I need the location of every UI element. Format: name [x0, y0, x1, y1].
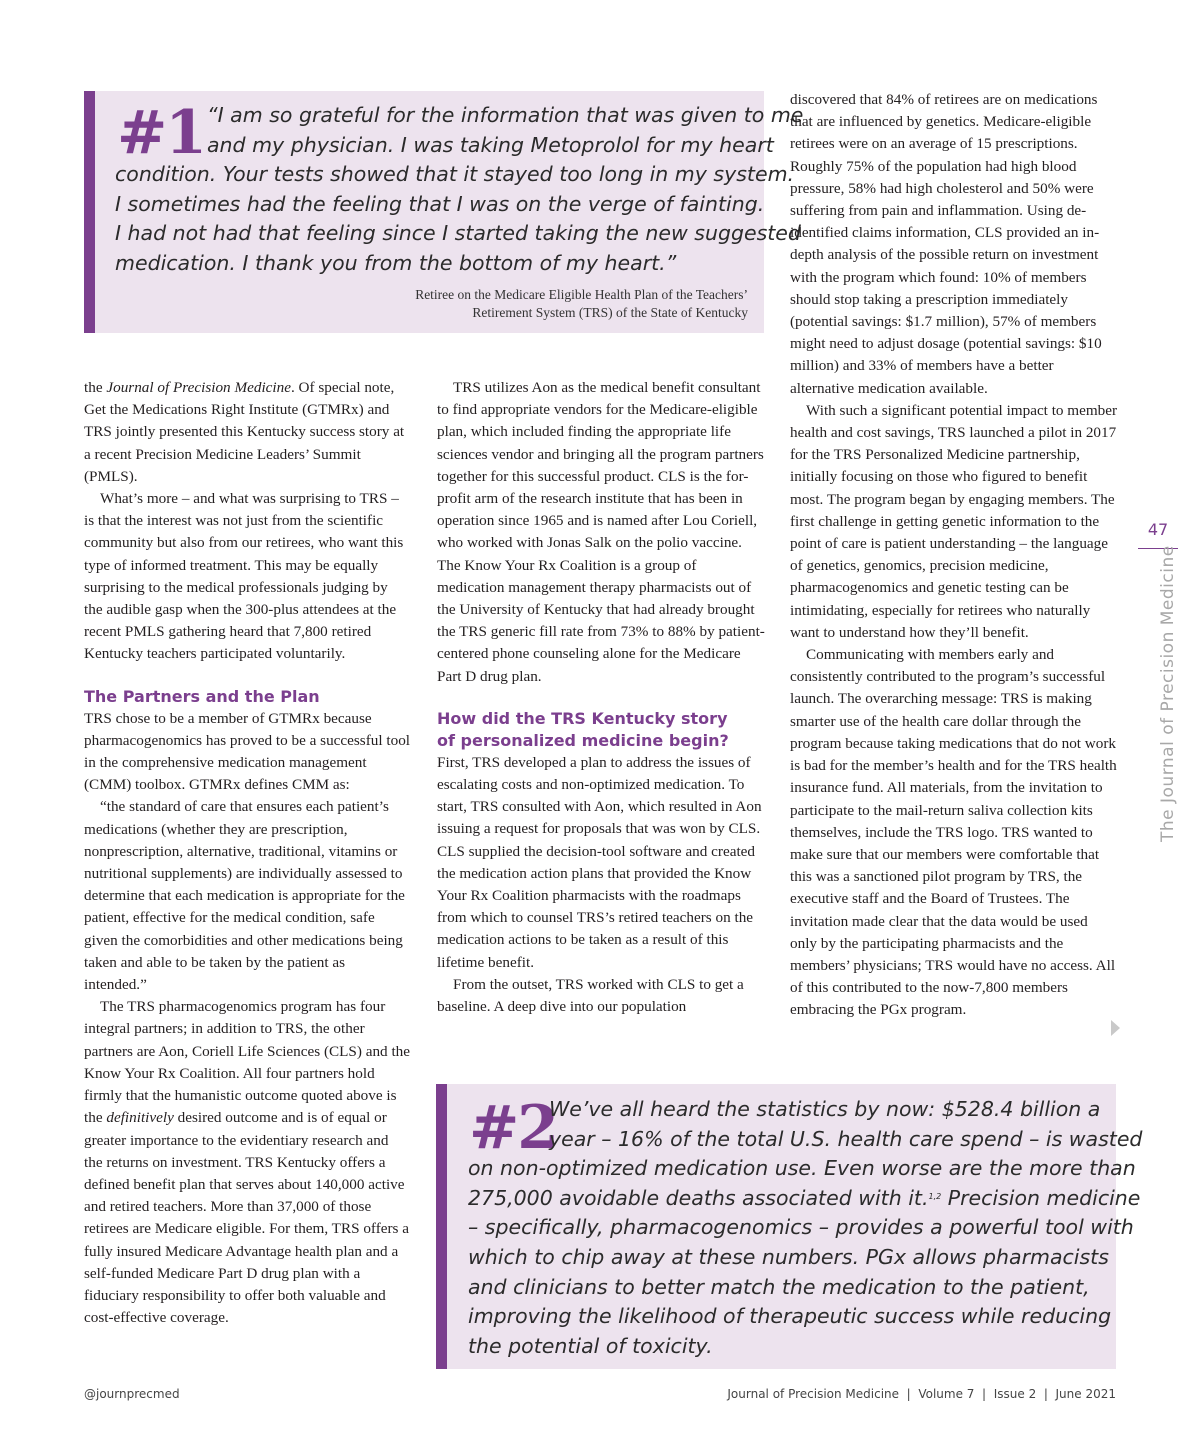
quote-line: the potential of toxicity.	[468, 1333, 713, 1358]
paragraph: TRS chose to be a member of GTMRx because pharmacogenomics has proved to be a successful tool in the comprehensive medication management (CMM) toolbox. GTMRx defines CMM as:	[84, 709, 411, 794]
journal-name: Journal of Precision Medicine	[106, 379, 291, 396]
quote-line: and clinicians to better match the medication to the patient,	[468, 1274, 1090, 1299]
quote-attribution	[415, 286, 748, 322]
paragraph: TRS utilizes Aon as the medical benefit consultant to find appropriate vendors for the Medicare-eligible plan, which included finding the appropriate life sciences vendor and bringing all the program partners together for this successful product. CLS is the for-profit arm of the research institute that has been in operation since 1965 and is named after Lou Coriell, who worked with Jonas Salk on the polio vaccine. The Know Your Rx Coalition is a group of medication management therapy pharmacists out of the University of Kentucky that had already brought the TRS generic fill rate from 73% to 88% by patient-centered phone counseling alone for the Medicare Part D drug plan.	[437, 379, 765, 685]
paragraph: What’s more – and what was surprising to TRS – is that the interest was not just from the scientific community but also from our retirees, who want this type of informed treatment. This may be equally surprising to the medical professionals judging by the audible gasp when the 300-plus attendees at the recent PMLS gathering heard that 7,800 retired Kentucky teachers participated voluntarily.	[84, 490, 404, 663]
quote-text-segment: Precision medicine	[941, 1185, 1141, 1210]
quote-line: on non-optimized medication use. Even worse are the more than	[468, 1156, 1136, 1181]
attribution-line: Retiree on the Medicare Eligible Health Plan of the Teachers’	[415, 287, 748, 302]
continue-arrow-icon	[1111, 1020, 1120, 1036]
quote-line: and my physician. I was taking Metoprolol for my heart	[207, 132, 774, 157]
attribution-line: Retirement System (TRS) of the State of Kentucky	[472, 305, 748, 320]
column-3	[790, 89, 1118, 1022]
quote-text	[468, 1095, 1143, 1361]
pull-quote-1	[84, 91, 804, 333]
quote-line: condition. Your tests showed that it stayed too long in my system.	[115, 162, 795, 187]
quote-number: #1	[117, 98, 206, 168]
quote-line: I sometimes had the feeling that I was on the verge of fainting.	[115, 191, 765, 216]
quote-line: – specifically, pharmacogenomics – provides a powerful tool with	[468, 1215, 1134, 1240]
paragraph: First, TRS developed a plan to address the issues of escalating costs and non-optimized medication. To start, TRS consulted with Aon, which resulted in Aon issuing a request for proposals that was won by CLS. CLS supplied the decision-tool software and created the medication action plans that provided the Know Your Rx Coalition pharmacists with the roadmaps from which to counsel TRS’s retired teachers on the medication actions to be taken as a result of this lifetime benefit.	[437, 753, 762, 971]
quote-number: #2	[469, 1093, 558, 1163]
quote-line: improving the likelihood of therapeutic success while reducing	[468, 1304, 1112, 1329]
quote-line: which to chip away at these numbers. PGx allows pharmacists	[468, 1244, 1109, 1269]
paragraph	[84, 377, 410, 488]
quote-text	[115, 98, 804, 279]
journal-vertical-title: The Journal of Precision Medicine	[1158, 545, 1178, 842]
section-heading: The Partners and the Plan	[84, 686, 320, 706]
text: The TRS pharmacogenomics program has four integral partners; in addition to TRS, the other partners are Aon, Coriell Life Sciences (CLS) and the Know Your Rx Coalition. All four partners hold firmly that the humanistic outcome quoted above is the	[84, 998, 411, 1127]
quote-line: We’ve all heard the statistics by now: $528.4 billion a	[549, 1097, 1101, 1121]
quote-line: year – 16% of the total U.S. health care spend – is wasted	[549, 1126, 1143, 1151]
paragraph: discovered that 84% of retirees are on medications that are influenced by genetics. Medicare-eligible retirees were on an average of 15 prescriptions. Roughly 75% of the population had high blood pressure, 58% had high cholesterol and 50% were suffering from pain and inflammation. Using de-identified claims information, CLS provided an in-depth analysis of the possible return on investment with the program which found: 10% of members should stop taking a prescription immediately (potential savings: $1.7 million), 57% of members might need to adjust dosage (potential savings: $10 million) and 33% of members have a better alternative medication available.	[790, 91, 1102, 397]
quote-line	[468, 1184, 1141, 1214]
text: . Of special note, Get the Medications Right Institute (GTMRx) and TRS jointly presented this Kentucky success story at a recent Precision Medicine Leaders’ Summit (PMLS).	[84, 379, 405, 485]
reference-superscript: 1,2	[928, 1191, 942, 1201]
column-1	[84, 377, 410, 1329]
quote-line: I had not had that feeling since I started taking the new suggested	[115, 221, 801, 246]
footer-citation: Journal of Precision Medicine | Volume 7 | Issue 2 | June 2021	[727, 1387, 1116, 1401]
paragraph: From the outset, TRS worked with CLS to get a baseline. A deep dive into our population	[437, 975, 744, 1016]
footer-handle: @journprecmed	[84, 1387, 180, 1401]
paragraph: Communicating with members early and consistently contributed to the program’s successful launch. The overarching message: TRS is making smarter use of the health care dollar through the program because taking medications that do not work is bad for the member’s health and for the TRS health insurance fund. All materials, from the invitation to participate to the mail-return saliva collection kits themselves, include the TRS logo. TRS wanted to make sure that our members were comfortable that this was a sanctioned pilot program by TRS, the executive staff and the Board of Trustees. The invitation made clear that the data would be used only by the participating pharmacists and the members’ physicians; TRS would have no access. All of this contributed to the now-7,800 members embracing the PGx program.	[790, 646, 1117, 1019]
page-number: 47	[1147, 520, 1169, 539]
paragraph	[84, 996, 410, 1329]
text: desired outcome and is of equal or greater importance to the evidentiary research and the returns on investment. TRS Kentucky offers a defined benefit plan that serves about 140,000 active and retired teachers. More than 37,000 of those retirees are Medicare eligible. For them, TRS offers a fully insured Medicare Advantage health plan and a self-funded Medicare Part D drug plan with a fiduciary responsibility to offer both valuable and cost-effective coverage.	[84, 1109, 410, 1327]
page-sidebar	[1132, 520, 1184, 850]
paragraph: “the standard of care that ensures each patient’s medications (whether they are prescription, nonprescription, alternative, traditional, vitamins or nutritional supplements) are individually assessed to determine that each medication is appropriate for the patient, effective for the medical condition, safe given the comorbidities and other medications being taken and able to be taken by the patient as intended.”	[84, 798, 405, 994]
paragraph: With such a significant potential impact to member health and cost savings, TRS launched a pilot in 2017 for the TRS Personalized Medicine partnership, initially focusing on those who figured to benefit most. The program began by engaging members. The first challenge in getting genetic information to the point of care is patient understanding – the language of genetics, genomics, precision medicine, pharmacogenomics and genetic testing can be intimidating, especially for retirees who naturally want to understand how they’ll benefit.	[790, 401, 1118, 641]
section-heading: How did the TRS Kentucky story of personalized medicine begin?	[437, 708, 729, 750]
quote-line: medication. I thank you from the bottom of my heart.”	[115, 250, 677, 275]
column-2	[437, 377, 765, 1018]
emphasis: definitively	[106, 1109, 174, 1127]
quote-line: “I am so grateful for the information that was given to me	[207, 103, 804, 127]
quote-text-segment: 275,000 avoidable deaths associated with it.	[468, 1185, 929, 1210]
text: the	[84, 379, 107, 396]
pull-quote-2	[436, 1084, 1143, 1369]
